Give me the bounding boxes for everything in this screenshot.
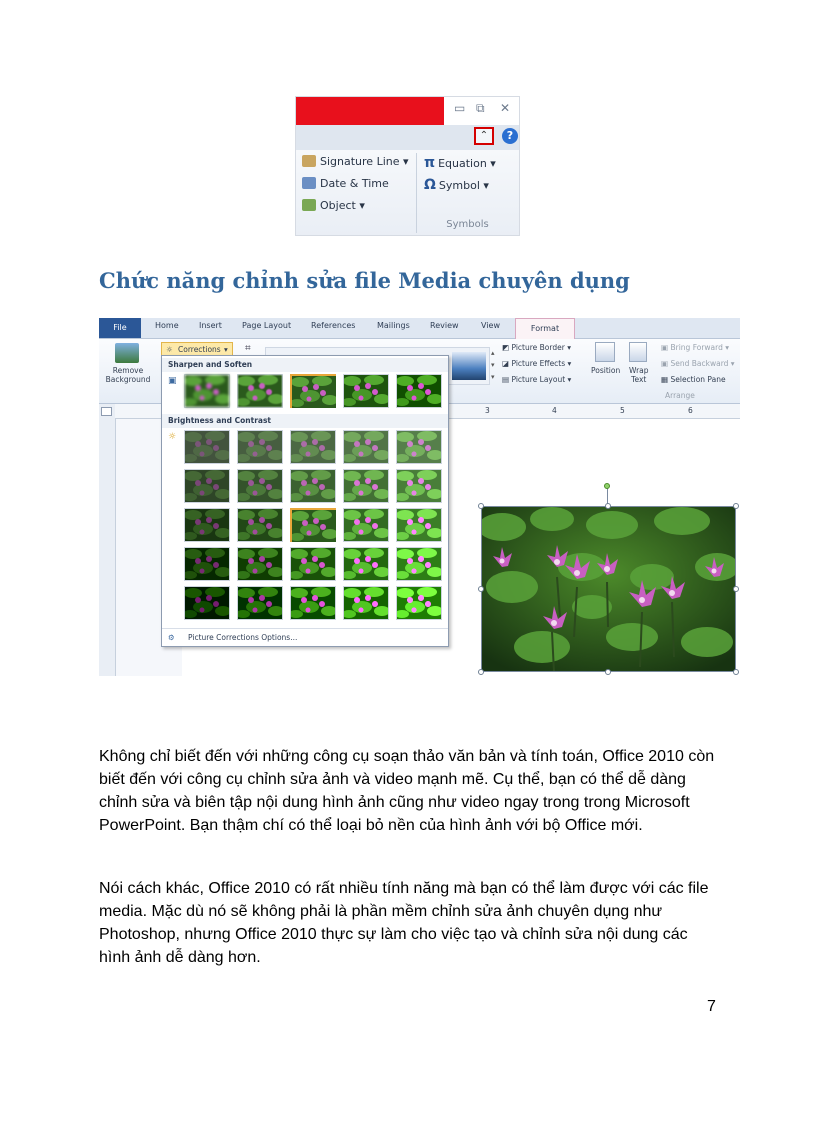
brightness-icon: ☼ xyxy=(168,432,177,442)
picture-effects-label: Picture Effects xyxy=(511,359,566,368)
resize-handle[interactable] xyxy=(605,503,611,509)
symbol-label: Symbol xyxy=(438,179,480,192)
resize-handle[interactable] xyxy=(478,503,484,509)
paragraph-2: Nói cách khác, Office 2010 có rất nhiều tính năng mà bạn có thể làm được với các file media. Mặc dù nó sẽ không phải là phần mềm chỉnh sửa ảnh chuyên dụng như Photoshop, nhưng Office 2010 thực sự làm cho việc tạo và chỉnh sửa nội dung các hình ảnh dễ dàng hơn. xyxy=(99,880,709,966)
tab-mailings[interactable]: Mailings xyxy=(377,321,410,330)
symbols-group-label: Symbols xyxy=(446,219,489,230)
ribbon-screenshot xyxy=(295,96,520,236)
gallery-scroll[interactable]: ▴ ▾ ▾ xyxy=(491,349,495,381)
correction-thumbnail[interactable] xyxy=(184,547,230,581)
correction-thumbnail[interactable] xyxy=(184,374,230,408)
remove-background-icon xyxy=(115,343,139,363)
correction-thumbnail[interactable] xyxy=(237,586,283,620)
signature-line-button[interactable]: Signature Line ▾ xyxy=(302,155,409,168)
picture-corrections-options[interactable] xyxy=(162,628,448,645)
ruler-number: 4 xyxy=(552,406,557,415)
omega-icon: Ω xyxy=(424,177,436,193)
correction-thumbnail[interactable] xyxy=(237,430,283,464)
ruler-tab-selector[interactable] xyxy=(101,407,112,416)
group-separator xyxy=(416,153,417,233)
date-time-button[interactable] xyxy=(302,177,389,190)
help-icon[interactable]: ? xyxy=(502,128,518,144)
correction-thumbnail[interactable] xyxy=(184,469,230,503)
correction-thumbnail[interactable] xyxy=(343,508,389,542)
correction-thumbnail[interactable] xyxy=(343,374,389,408)
object-icon xyxy=(302,199,316,211)
equation-label: Equation xyxy=(438,157,487,170)
equation-button[interactable]: π Equation ▾ xyxy=(424,155,496,171)
crop-icon[interactable]: ⌗ xyxy=(245,343,251,354)
send-backward-label: Send Backward xyxy=(670,359,729,368)
chevron-down-icon: ▾ xyxy=(224,345,228,354)
picture-layout-button[interactable]: ▤ Picture Layout ▾ xyxy=(502,375,572,384)
correction-thumbnail[interactable] xyxy=(290,508,336,542)
resize-handle[interactable] xyxy=(478,586,484,592)
tab-references[interactable]: References xyxy=(311,321,356,330)
correction-thumbnail[interactable] xyxy=(290,469,336,503)
selection-pane-button[interactable]: ▦ Selection Pane xyxy=(661,375,726,384)
correction-thumbnail[interactable] xyxy=(396,469,442,503)
pi-icon: π xyxy=(424,155,436,171)
vertical-ruler xyxy=(99,404,116,676)
correction-thumbnail[interactable] xyxy=(343,469,389,503)
resize-handle[interactable] xyxy=(478,669,484,675)
section-heading: Chức năng chỉnh sửa file Media chuyên dụng xyxy=(99,268,630,293)
wrap-text-button[interactable] xyxy=(629,366,649,384)
tab-format[interactable]: Format xyxy=(515,318,575,339)
correction-thumbnail[interactable] xyxy=(343,547,389,581)
minimize-icon[interactable]: ▭ xyxy=(454,101,466,115)
ruler-number: 6 xyxy=(688,406,693,415)
selected-picture[interactable] xyxy=(481,506,736,672)
brightness-contrast-heading: Brightness and Contrast xyxy=(162,414,448,428)
picture-effects-button[interactable]: ◪ Picture Effects ▾ xyxy=(502,359,572,368)
paragraph-1: Không chỉ biết đến với những công cụ soạn thảo văn bản và tính toán, Office 2010 còn biết đến với công cụ chỉnh sửa ảnh và video mạnh mẽ. Cụ thể, bạn có thể dễ dàng chỉnh sửa và biên tập nội dung hình ảnh cũng như video ngay trong trong Microsoft PowerPoint. Bạn thậm chí có thể loại bỏ nền của hình ảnh với bộ Office mới. xyxy=(99,748,715,834)
style-thumbnail[interactable] xyxy=(452,352,486,380)
text-label: Text xyxy=(631,375,647,384)
correction-thumbnail[interactable] xyxy=(290,430,336,464)
ribbon-tabs xyxy=(99,318,740,339)
correction-thumbnail[interactable] xyxy=(184,430,230,464)
picture-border-label: Picture Border xyxy=(511,343,565,352)
correction-thumbnail[interactable] xyxy=(184,586,230,620)
date-time-label: Date & Time xyxy=(320,177,389,190)
corrections-dropdown xyxy=(161,355,449,647)
correction-thumbnail[interactable] xyxy=(237,547,283,581)
correction-thumbnail[interactable] xyxy=(237,469,283,503)
object-button[interactable]: Object ▾ xyxy=(302,199,365,212)
remove-background-button[interactable] xyxy=(104,366,152,384)
ruler-number: 3 xyxy=(485,406,490,415)
correction-thumbnail[interactable] xyxy=(290,547,336,581)
correction-thumbnail[interactable] xyxy=(396,586,442,620)
sharpen-icon: ▣ xyxy=(168,376,177,386)
corrections-button[interactable] xyxy=(161,342,233,356)
picture-tools-screenshot xyxy=(99,318,740,676)
signature-line-icon xyxy=(302,155,316,167)
correction-thumbnail[interactable] xyxy=(396,430,442,464)
options-icon: ⚙ xyxy=(168,633,175,642)
page-number: 7 xyxy=(707,998,716,1015)
object-label: Object xyxy=(320,199,356,212)
resize-handle[interactable] xyxy=(605,669,611,675)
send-backward-button[interactable]: ▣ Send Backward ▾ xyxy=(661,359,735,368)
sun-icon: ☼ xyxy=(166,345,173,354)
selection-pane-label: Selection Pane xyxy=(670,375,726,384)
wrap-text-icon xyxy=(629,342,647,362)
bring-forward-button[interactable]: ▣ Bring Forward ▾ xyxy=(661,343,730,352)
resize-handle[interactable] xyxy=(733,669,739,675)
bring-forward-label: Bring Forward xyxy=(670,343,723,352)
calendar-icon xyxy=(302,177,316,189)
remove-label: Remove xyxy=(112,366,144,375)
picture-layout-label: Picture Layout xyxy=(511,375,566,384)
position-icon xyxy=(595,342,615,362)
sharpen-soften-heading: Sharpen and Soften xyxy=(162,358,448,372)
signature-line-label: Signature Line xyxy=(320,155,400,168)
tab-home[interactable]: Home xyxy=(155,321,179,330)
tab-page-layout[interactable]: Page Layout xyxy=(242,321,292,330)
correction-thumbnail[interactable] xyxy=(184,508,230,542)
correction-thumbnail[interactable] xyxy=(396,374,442,408)
tab-file[interactable]: File xyxy=(99,318,141,338)
wrap-label: Wrap xyxy=(629,366,649,375)
tab-review[interactable]: Review xyxy=(430,321,459,330)
tab-view[interactable]: View xyxy=(481,321,500,330)
arrange-group-label: Arrange xyxy=(665,391,695,400)
collapse-ribbon-icon[interactable]: ⌃ xyxy=(474,127,494,145)
correction-thumbnail[interactable] xyxy=(396,547,442,581)
correction-thumbnail[interactable] xyxy=(290,586,336,620)
resize-handle[interactable] xyxy=(733,503,739,509)
red-title-bar xyxy=(296,97,444,125)
rotation-handle[interactable] xyxy=(604,483,610,489)
picture-border-button[interactable]: ◩ Picture Border ▾ xyxy=(502,343,571,352)
restore-icon[interactable]: ⧉ xyxy=(476,101,485,115)
resize-handle[interactable] xyxy=(733,586,739,592)
correction-thumbnail[interactable] xyxy=(343,430,389,464)
position-button[interactable]: Position xyxy=(591,366,621,375)
water-lily-photo xyxy=(482,507,736,672)
correction-thumbnail[interactable] xyxy=(290,374,336,408)
corrections-options-label: Picture Corrections Options... xyxy=(188,633,298,642)
symbol-button[interactable]: Ω Symbol ▾ xyxy=(424,177,489,193)
correction-thumbnail[interactable] xyxy=(343,586,389,620)
correction-thumbnail[interactable] xyxy=(396,508,442,542)
tab-insert[interactable]: Insert xyxy=(199,321,222,330)
ruler-number: 5 xyxy=(620,406,625,415)
correction-thumbnail[interactable] xyxy=(237,508,283,542)
correction-thumbnail[interactable] xyxy=(237,374,283,408)
background-label: Background xyxy=(105,375,151,384)
corrections-label: Corrections xyxy=(178,345,221,354)
close-icon[interactable]: ✕ xyxy=(500,101,511,115)
